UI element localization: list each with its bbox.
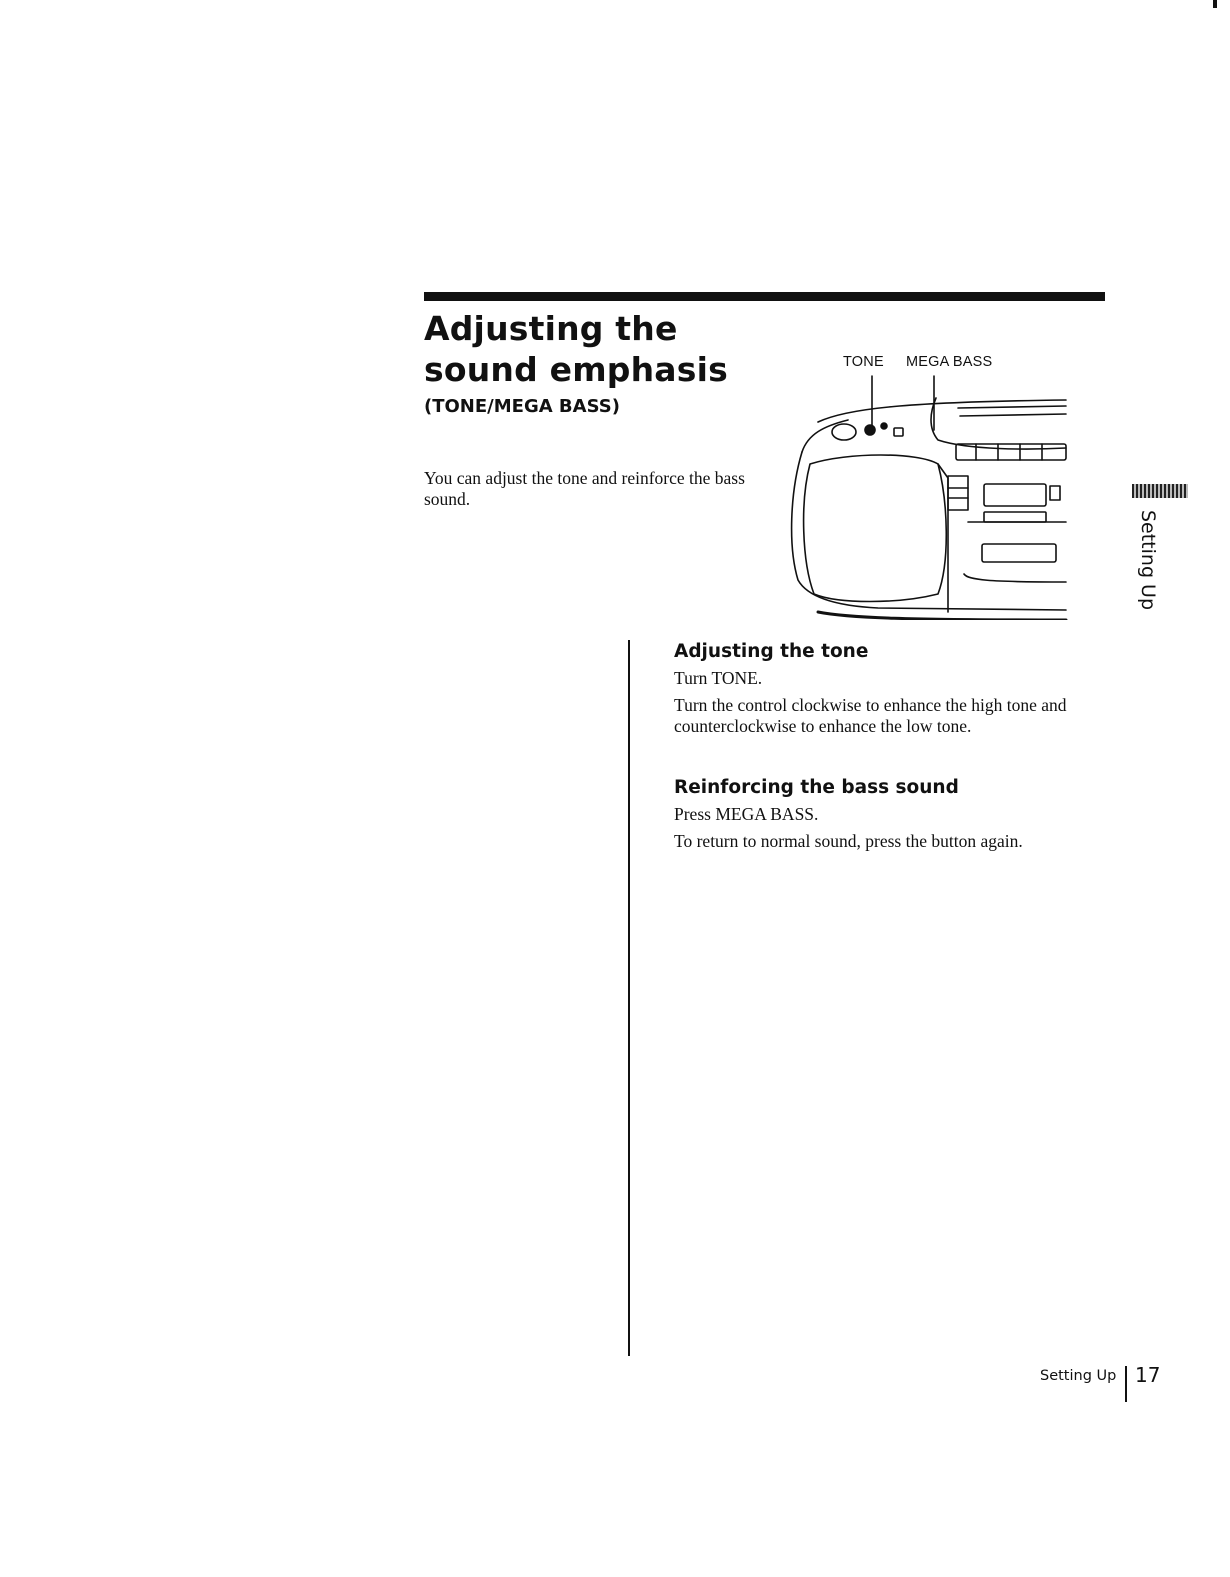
- footer-section-name: Setting Up: [1040, 1368, 1117, 1384]
- header-rule: [424, 292, 1105, 301]
- section-paragraph: Turn the control clockwise to enhance the high tone and counterclockwise to enhance the low tone.: [674, 695, 1067, 736]
- section-paragraph: Turn TONE.: [674, 668, 763, 688]
- boombox-illustration: [788, 372, 1070, 620]
- page-subtitle: (TONE/MEGA BASS): [424, 396, 620, 417]
- tone-control-icon: [865, 425, 875, 435]
- page-title-line-2: sound emphasis: [424, 350, 728, 389]
- tone-knob-icon: [832, 424, 856, 440]
- cassette-window: [982, 544, 1056, 562]
- speaker-grille: [804, 455, 947, 602]
- tuning-display: [984, 484, 1046, 506]
- page-title-line-1: Adjusting the: [424, 309, 678, 348]
- mega-bass-callout-label: MEGA BASS: [906, 354, 993, 370]
- section-heading: Reinforcing the bass sound: [674, 777, 959, 798]
- panel-buttons: [948, 476, 968, 510]
- chapter-tab-marker: [1132, 484, 1188, 498]
- boombox-top-edge: [818, 400, 1066, 422]
- section-paragraph: Press MEGA BASS.: [674, 804, 819, 824]
- section-adjusting-tone: [674, 640, 1114, 743]
- page-number: 17: [1135, 1363, 1161, 1387]
- mega-bass-button-icon: [894, 428, 903, 436]
- section-heading: Adjusting the tone: [674, 641, 869, 662]
- tone-callout-label: TONE: [843, 354, 884, 370]
- intro-text: You can adjust the tone and reinforce the bass sound.: [424, 468, 745, 509]
- page-title: [424, 308, 728, 390]
- page-edge-mark: [1213, 0, 1217, 8]
- section-paragraph: To return to normal sound, press the button again.: [674, 831, 1023, 851]
- footer-divider: [1125, 1366, 1127, 1402]
- chapter-side-label: Setting Up: [1137, 509, 1159, 611]
- section-reinforcing-bass: [674, 776, 1114, 858]
- boombox-body-outline: [792, 452, 1066, 610]
- column-divider: [628, 640, 630, 1356]
